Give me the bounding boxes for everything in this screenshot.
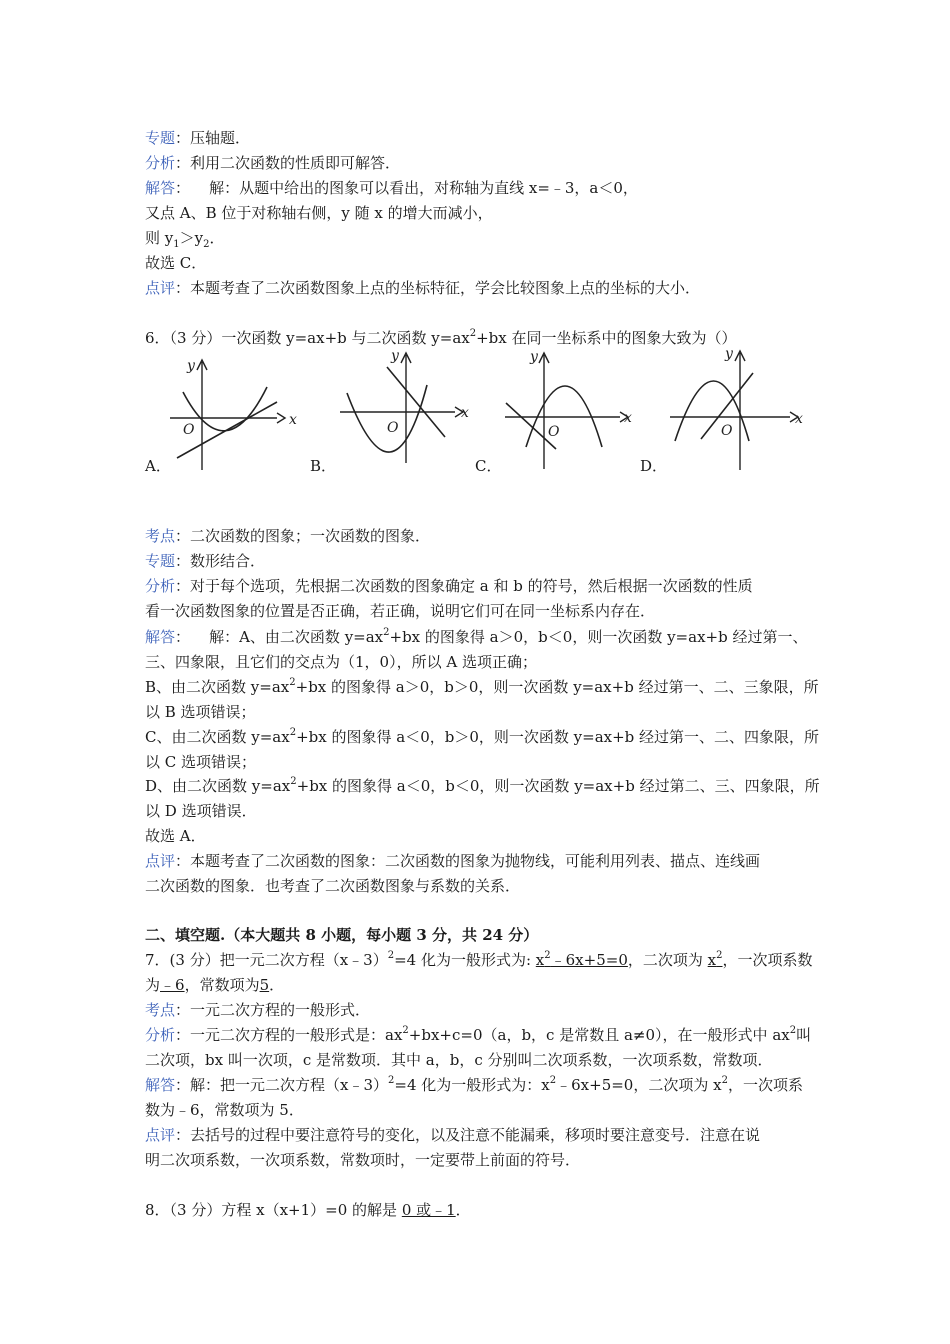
q6-topic-line: 专题：数形结合． — [145, 552, 266, 570]
q7-stem: 7．(3 分）把一元二次方程（x﹣3）$^2$=4 化为一般形式为: $x^2﹣6x+5=0$，二次项为 $x^2$，一次项系数 — [145, 950, 813, 969]
x-label: x — [461, 405, 469, 421]
parabola — [675, 381, 749, 441]
parabola — [347, 385, 427, 452]
q7-analysis-line-2: 二次项，bx 叫一次项，c 是常数项．其中 a，b，c 分别叫二次项系数，一次项系数，常数项． — [145, 1051, 773, 1069]
option-d-label: D． — [640, 457, 668, 475]
option-a-label: A． — [145, 457, 171, 475]
y-label: y — [391, 348, 399, 364]
graph-option-d — [665, 343, 805, 471]
q6-solution-line-c2: 以 C 选项错误； — [145, 753, 257, 771]
q6-solution-line-a2: 三、四象限，且它们的交点为（1，0），所以 A 选项正确； — [145, 653, 537, 671]
q8-stem: 8．（3 分）方程 x（x+1）=0 的解是 0 或﹣1． — [145, 1201, 471, 1219]
option-c-label: C． — [475, 457, 502, 475]
comment-tag: 点评 — [145, 279, 176, 297]
q5-comment-line: 点评：本题考查了二次函数图象上点的坐标特征，学会比较图象上点的坐标的大小． — [145, 279, 701, 297]
q6-analysis-line-2: 看一次函数图象的位置是否正确，若正确，说明它们可在同一坐标系内存在． — [145, 602, 656, 620]
q6-solution-line-d2: 以 D 选项错误． — [145, 802, 257, 820]
topic-tag: 专题 — [145, 129, 176, 147]
q7-solution-line-2: 数为﹣6，常数项为 5． — [145, 1101, 304, 1119]
q6-solution-line-b2: 以 B 选项错误； — [145, 703, 256, 721]
y-label: y — [725, 346, 733, 362]
q5-answer-line: 故选 C． — [145, 254, 207, 272]
q6-comment-line-2: 二次函数的图象．也考查了二次函数图象与系数的关系． — [145, 877, 521, 895]
q6-answer-line: 故选 A． — [145, 827, 206, 845]
x-label: x — [289, 412, 297, 428]
q8-answer: 0 或﹣1 — [401, 1201, 456, 1219]
q6-solution-line-d: D、由二次函数 $y=ax^2+bx$ 的图象得 a＜0，b＜0，则一次函数 y=ax+b 经过第二、三、四象限，所 — [145, 776, 820, 795]
q6-analysis-line: 分析：对于每个选项，先根据二次函数的图象确定 a 和 b 的符号，然后根据一次函数的性质 — [145, 577, 753, 595]
graph-option-a — [165, 352, 300, 474]
q7-comment-line: 点评：去括号的过程中要注意符号的变化，以及注意不能漏乘，移项时要注意变号．注意在说 — [145, 1126, 761, 1144]
section-heading: 二、填空题.（本大题共 8 小题，每小题 3 分，共 24 分） — [145, 926, 539, 944]
q7-answer-linear-coef: ﹣6 — [160, 976, 185, 994]
x-label: x — [795, 411, 803, 427]
q7-stem-2: 为﹣6，常数项为5． — [145, 976, 285, 994]
q7-solution-line: 解答：解：把一元二次方程（x﹣3）$^2$=4 化为一般形式为：$x^2﹣6x+5=0$，二次项为 $x^2$，一次项系 — [145, 1075, 803, 1094]
x-label: x — [624, 410, 632, 426]
q7-analysis-line: 分析：一元二次方程的一般形式是：$ax^2+bx+c=0(a$，b，c 是常数且 a≠0），在一般形式中 $ax^2$叫 — [145, 1025, 812, 1044]
q5-topic-line: 专题：压轴题． — [145, 129, 251, 147]
origin-label: O — [721, 423, 733, 439]
q6-comment-line: 点评：本题考查了二次函数的图象：二次函数的图象为抛物线，可能利用列表、描点、连线画 — [145, 852, 761, 870]
graph-option-c — [500, 345, 635, 470]
origin-label: O — [548, 424, 560, 440]
q5-solution-line-2: 又点 A、B 位于对称轴右侧，y 随 x 的增大而减小， — [145, 204, 493, 222]
q6-solution-line-b: B、由二次函数 $y=ax^2+bx$ 的图象得 a＞0，b＞0，则一次函数 y=ax+b 经过第一、二、三象限，所 — [145, 677, 819, 696]
q7-answer-quadratic-term: $x^2$ — [707, 950, 723, 969]
q5-analysis-line: 分析：利用二次函数的性质即可解答． — [145, 154, 401, 172]
q7-answer-constant: 5 — [259, 976, 270, 994]
solution-tag: 解答 — [145, 179, 176, 197]
origin-label: O — [183, 422, 195, 438]
q7-comment-line-2: 明二次项系数，一次项系数，常数项时，一定要带上前面的符号． — [145, 1151, 581, 1169]
y-label: y — [187, 358, 195, 374]
y-label: y — [530, 349, 538, 365]
q6-stem: 6．（3 分）一次函数 y=ax+b 与二次函数 $y=ax^2+bx$ 在同一坐标系中的图象大致为（） — [145, 328, 737, 347]
q7-kaodian-line: 考点：一元二次方程的一般形式． — [145, 1001, 371, 1019]
q6-solution-line-a: 解答： 解：A、由二次函数 $y=ax^2+bx$ 的图象得 a＞0，b＜0，则一次函数 y=ax+b 经过第一、 — [145, 627, 808, 646]
x-axis-arrow — [277, 413, 285, 423]
graph-option-b — [335, 345, 470, 467]
q6-kaodian-line: 考点：二次函数的图象；一次函数的图象． — [145, 527, 431, 545]
q5-solution-line-3: 则 $y_1>y_2$． — [145, 229, 225, 250]
origin-label: O — [387, 420, 399, 436]
analysis-tag: 分析 — [145, 154, 176, 172]
q6-solution-line-c: C、由二次函数 $y=ax^2+bx$ 的图象得 a＜0，b＞0，则一次函数 y=ax+b 经过第一、二、四象限，所 — [145, 727, 820, 746]
parabola — [183, 387, 267, 431]
q7-answer-general-form: $x^2﹣6x+5=0$ — [535, 950, 628, 969]
option-b-label: B． — [310, 457, 337, 475]
q5-solution-line: 解答： 解：从题中给出的图象可以看出，对称轴为直线 x=﹣3，a＜0， — [145, 179, 638, 197]
